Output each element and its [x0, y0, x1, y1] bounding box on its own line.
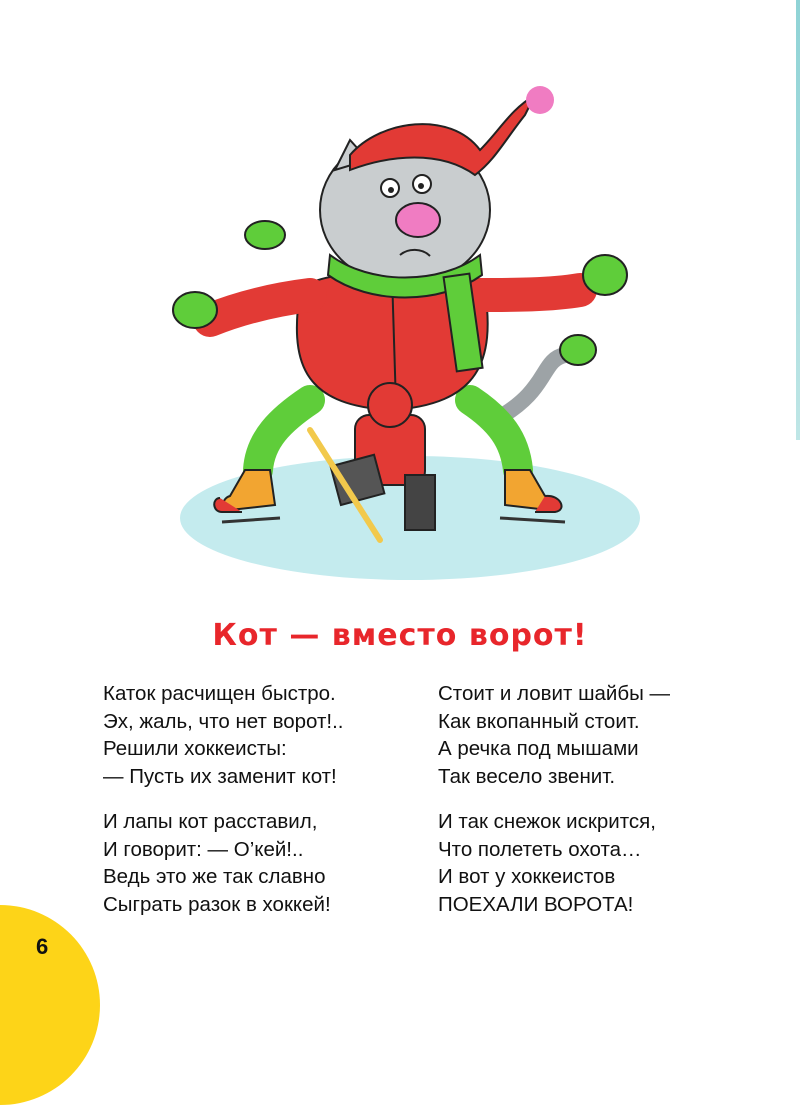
poem-line: Так весело звенит. — [438, 764, 616, 788]
poem-line: — Пусть их заменит кот! — [103, 764, 337, 788]
left-mitten — [173, 292, 217, 328]
poem-line: Сыграть разок в хоккей! — [103, 892, 331, 916]
poem-line: Как вкопанный стоит. — [438, 709, 640, 733]
right-stanza-2 — [438, 808, 656, 918]
left-stanza-2 — [103, 808, 331, 918]
poem-line: И так снежок искрится, — [438, 810, 656, 833]
poem-line: А речка под мышами — [438, 737, 639, 760]
poem-title: Кот — вместо ворот! — [212, 618, 588, 653]
right-mitten — [583, 255, 627, 295]
poem-line: Ведь это же так славно — [103, 865, 326, 888]
poem-line: Эх, жаль, что нет ворот!.. — [103, 709, 344, 733]
cat-nose — [396, 203, 440, 237]
page-number-badge — [0, 905, 100, 1105]
poem-line: Что полететь охота… — [438, 837, 642, 861]
poem-line: Решили хоккеисты: — [103, 737, 287, 760]
upper-left-mitten — [245, 221, 285, 249]
page-edge-strip — [796, 0, 800, 440]
left-stanza-1 — [103, 680, 343, 790]
cat-left-arm — [210, 295, 310, 320]
cat-right-arm — [475, 290, 580, 295]
cat-goalkeeper-illustration — [150, 60, 650, 590]
poem-line: И вот у хоккеистов — [438, 865, 616, 888]
poem-line: И лапы кот расставил, — [103, 810, 318, 833]
hat-pompom — [526, 86, 554, 114]
right-stanza-1 — [438, 680, 670, 790]
poem-line: И говорит: — О’кей!.. — [103, 837, 304, 861]
page-number: 6 — [36, 934, 49, 959]
tail-mitten — [560, 335, 596, 365]
cat-left-leg — [258, 400, 310, 470]
poem-line: Каток расчищен быстро. — [103, 682, 336, 705]
poem-line: ПОЕХАЛИ ВОРОТА! — [438, 892, 634, 916]
poem-line: Стоит и ловит шайбы — — [438, 682, 671, 705]
